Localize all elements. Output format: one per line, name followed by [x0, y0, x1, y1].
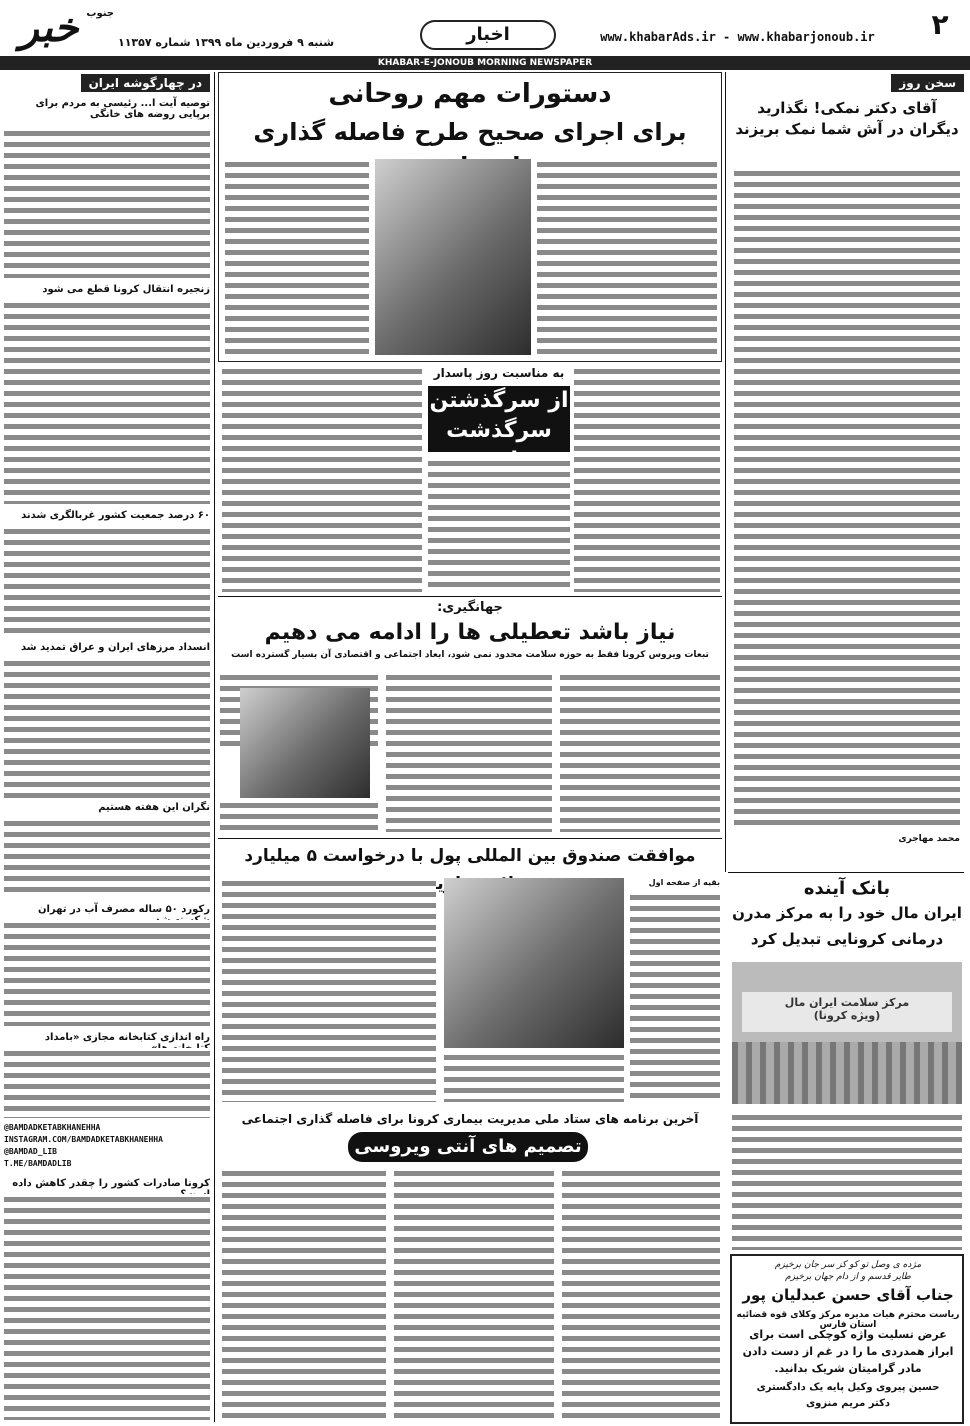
imf-story [218, 842, 722, 1112]
province-item-7-title: راه اندازی کتابخانه مجازی «بامداد [44, 1032, 210, 1043]
province-item-6-title: رکورد ۵۰ ساله مصرف آب در تهران [37, 904, 210, 915]
imf-col-1 [630, 892, 720, 1102]
pasdar-col-1 [574, 366, 720, 592]
ad-divider [728, 872, 964, 873]
mall-facade [732, 1042, 962, 1104]
iran-mall-photo [732, 962, 962, 1104]
corona-pill-title: تصمیم های آنتی ویروسی [348, 1132, 588, 1162]
provinces-column [4, 74, 210, 1424]
bank-body [732, 1112, 962, 1250]
condolence-name: جناب آقای حسن عبدلیان پور [742, 1286, 954, 1304]
condolence-signer-1: حسین پیروی وکیل پایه یک دادگستری [756, 1382, 940, 1393]
jahangiri-kicker: جهانگیری: [437, 600, 503, 615]
corona-col-1 [562, 1168, 720, 1418]
pasdar-story [218, 366, 722, 594]
province-item-1-body [4, 128, 210, 278]
jahangiri-col-2 [386, 672, 552, 832]
corona-col-3 [222, 1168, 386, 1418]
province-item-7-body [4, 1048, 210, 1118]
editorial-title: آقای دکتر نمکی! نگذارید دیگران در آش شما نمک بریزند [735, 99, 959, 138]
mall-sign [742, 992, 952, 1032]
top-story-title-1: دستورات مهم روحانی [328, 79, 612, 109]
social-link-4[interactable]: T.ME/BAMDADLIB [4, 1159, 72, 1168]
province-item-4-body [4, 658, 210, 798]
province-item-2-body [4, 300, 210, 504]
province-item-8-title: کرونا صادرات کشور را چقدر کاهش داده [12, 1178, 210, 1189]
column-divider [725, 72, 726, 872]
corona-headline: آخرین برنامه های ستاد ملی مدیریت بیماری کرونا برای فاصله گذاری اجتماعی [241, 1112, 699, 1126]
social-link-2[interactable]: INSTAGRAM.COM/BAMDADKETABKHANEHHA [4, 1135, 163, 1144]
condolence-verse-1: مژده ی وصل تو کو کز سر جان برخیزم [774, 1260, 922, 1270]
jahangiri-col-4 [220, 800, 378, 832]
bank-ayandeh-story [730, 876, 964, 1252]
condolence-verse-2: طایر قدسم و از دام جهان برخیزم [785, 1272, 911, 1282]
province-item-5-title: نگران این هفته هستیم [98, 802, 210, 813]
province-item-2-title: زنجیره انتقال کرونا قطع می شود [42, 284, 210, 295]
condolence-position: ریاست محترم هیات مدیره مرکز وکلای قوه قضائیه استان فارس [736, 1310, 960, 1330]
pasdar-kicker: به مناسبت روز پاسدار [433, 366, 565, 380]
imf-col-3 [222, 878, 436, 1102]
condolence-notice [730, 1254, 964, 1424]
bank-title-1: بانک آینده [803, 878, 891, 899]
logo-subtitle: جنوب [86, 8, 114, 19]
corona-col-2 [394, 1168, 554, 1418]
jahangiri-col-1 [560, 672, 720, 832]
province-item-3-body [4, 526, 210, 636]
editorial-column [730, 74, 964, 864]
mall-sign-subtext: (ویژه کرونا) [813, 1009, 881, 1022]
pasdar-title-2: سرگذشت [446, 418, 552, 443]
corona-decisions-story [218, 1112, 722, 1424]
social-link-3[interactable]: @BAMDAD_LIB [4, 1147, 57, 1156]
story-divider [218, 596, 722, 597]
province-item-6-body [4, 920, 210, 1026]
province-item-5-body [4, 818, 210, 898]
pasdar-title-box [428, 386, 570, 452]
editorial-label: سخن روز [891, 74, 964, 92]
top-story [218, 72, 722, 362]
website-line: www.khabarAds.ir - www.khabarjonoub.ir [600, 30, 875, 44]
issue-date: شنبه ۹ فروردین ماه ۱۳۹۹ شماره ۱۱۳۵۷ [118, 36, 335, 49]
jahangiri-title: نیاز باشد تعطیلی ها را ادامه می دهیم [264, 620, 676, 645]
jahangiri-subtitle: تبعات ویروس کرونا فقط به حوزه سلامت محدود نمی شود، ابعاد اجتماعی و اقتصادی آن بسیار گسترده است [231, 650, 709, 660]
province-item-8-body [4, 1194, 210, 1420]
header-banner: KHABAR-E-JONOUB MORNING NEWSPAPER [0, 56, 970, 70]
top-story-title-2: برای اجرای صحیح طرح فاصله گذاری [253, 118, 687, 146]
provinces-label: در چهارگوشه ایران [81, 74, 210, 92]
social-link-1[interactable]: @BAMDADKETABKHANEHHA [4, 1123, 101, 1132]
jahangiri-photo [240, 688, 370, 798]
province-item-4-title: انسداد مرزهای ایران و عراق تمدید شد [21, 642, 210, 653]
province-item-3-title: ۶۰ درصد جمعیت کشور غربالگری شدند [21, 510, 210, 521]
rouhani-photo [375, 159, 531, 355]
page-number: ۲ [931, 8, 949, 41]
story-divider-2 [218, 838, 722, 839]
zarif-photo [444, 878, 624, 1048]
condolence-message: عرض تسلیت واژه کوچکی است برای ابراز همدردی ما را در غم از دست دادن مادر گرامیتان شریک بدانید. [742, 1328, 954, 1375]
top-story-col-1 [537, 159, 717, 355]
mall-sign-text: مرکز سلامت ایران مال [784, 996, 910, 1009]
pasdar-col-2 [428, 458, 570, 592]
bank-title-3: درمانی کرونایی تبدیل کرد [750, 930, 944, 948]
editorial-author: محمد مهاجری [898, 834, 960, 844]
library-social-links [4, 1122, 210, 1172]
pasdar-title-1: از سرگذشتن [429, 388, 569, 413]
bank-title-2: ایران مال خود را به مرکز مدرن [732, 904, 962, 922]
newspaper-logo: خبر [19, 4, 79, 51]
pasdar-col-3 [222, 366, 422, 592]
imf-title: موافقت صندوق بین المللی پول با درخواست ۵ میلیارد [244, 846, 696, 866]
jahangiri-story [218, 600, 722, 836]
province-item-1-title: توصیه آیت ا... رئیسی به مردم برای برپایی روضه های خانگی [35, 98, 210, 120]
editorial-body [734, 168, 960, 828]
top-story-col-2 [225, 159, 369, 355]
masthead [0, 0, 970, 56]
imf-continued: بقیه از صفحه اول [648, 878, 720, 887]
condolence-signer-2: دکتر مریم منزوی [805, 1398, 891, 1409]
section-tab: اخبار [420, 20, 556, 50]
left-column-divider [214, 72, 215, 1422]
imf-col-2 [444, 1052, 624, 1102]
